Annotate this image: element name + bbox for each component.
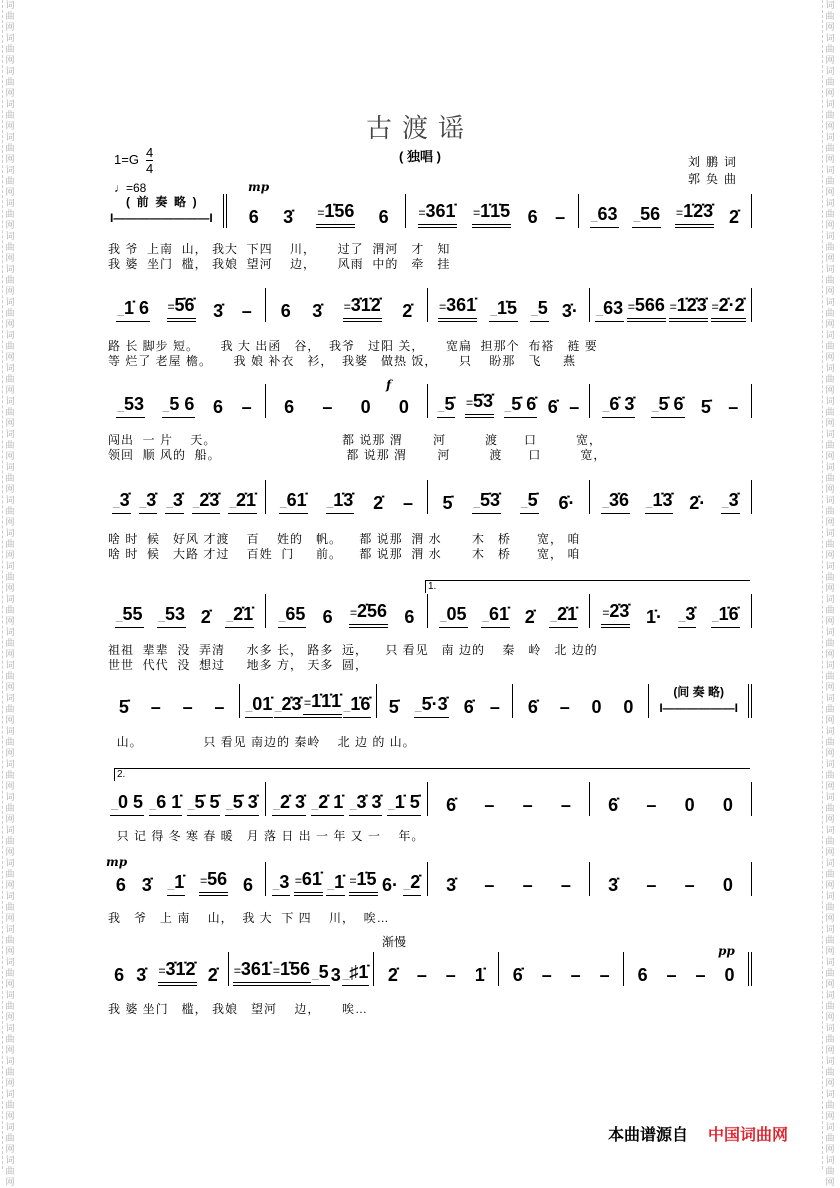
note-group: _1̇5 [489, 297, 518, 322]
measure [428, 862, 590, 896]
note-group: 1̇· [645, 607, 662, 627]
measure [590, 782, 752, 816]
note-group: _1̇6̇ [711, 603, 740, 628]
note-group: =361̇ [233, 958, 272, 986]
measure [240, 684, 376, 718]
staff-system [104, 484, 752, 514]
volta-2-label: 2. [114, 769, 125, 781]
lyric-line: 我 婆 坐门 槛， 我娘 望河 边， 唉… [108, 1002, 369, 1016]
note-group: 2̇ [524, 607, 535, 627]
note-group: – [403, 493, 414, 513]
note-group: 2̇ [207, 965, 218, 985]
note-group: _5 [530, 297, 549, 322]
staff-system [104, 685, 752, 718]
tempo-mark: 渐慢 [382, 935, 407, 949]
note-group: =361̇ [418, 200, 457, 228]
note-group: _♯1̇ [342, 961, 370, 986]
note-group: 3̇ [136, 965, 147, 985]
lyric-line: 我 爷 上南 山， 我大 下四 川， 过了 渭河 才 知 [108, 242, 451, 256]
note-group: _2̇1̇ [549, 603, 578, 628]
staff-system [104, 292, 752, 322]
measure [104, 684, 240, 718]
note-group: _2̇3̇ [274, 693, 303, 718]
note-group: _1̇ 6 [116, 297, 150, 322]
note-group: _53 [116, 393, 145, 418]
note-group: _3̇ [139, 489, 158, 514]
note-group: _56 [632, 203, 661, 228]
measure [428, 384, 590, 418]
note-group: 0 [724, 965, 735, 985]
lyric-line: 祖祖 辈辈 没 弄清 水多 长， 路多 远， 只 看见 南 边的 秦 岭 北 边的 [108, 643, 598, 657]
note-group: _1̇3̇ [645, 489, 674, 514]
note-group: – [214, 697, 225, 717]
note-group: – [599, 965, 610, 985]
note-group: _05 [439, 603, 468, 628]
note-group: 0 [591, 697, 602, 717]
note-group: =361̇ [438, 294, 477, 322]
measure [104, 782, 266, 816]
lyric-line: 只 记 得 冬 寒 春 暖 月 落 日 出 一 年 又 一 年。 [108, 829, 425, 843]
note-group: =56 [199, 868, 228, 896]
note-group: _5̇ 6̇ [651, 393, 685, 418]
staff-system [100, 195, 752, 228]
tempo: ♩=68 [114, 181, 147, 195]
note-group: 3̇ [312, 301, 323, 321]
note-group: 6 [115, 875, 126, 895]
volta-2 [114, 768, 750, 780]
note-group: 0 [360, 397, 371, 417]
note-group: – [559, 697, 570, 717]
measure [266, 782, 428, 816]
note-group: 6 [243, 875, 254, 895]
note-group: _3̇6 [601, 489, 630, 514]
note-group: _3̇ [678, 603, 697, 628]
note-group: – [666, 965, 677, 985]
lyric-line: 路 长 脚步 短。 我 大 出函 谷， 我爷 过阳 关， 宽扁 担那个 布褡 裢 要 [108, 339, 598, 353]
measure [499, 952, 624, 986]
dynamic-mp-2: mp [106, 855, 128, 869]
note-group: _5̇ 6̇ [504, 393, 538, 418]
lyric-line: 我 婆 坐门 槛， 我娘 望河 边， 风雨 中的 牵 挂 [108, 257, 451, 271]
note-group: – [484, 875, 495, 895]
note-group: 3̇ [141, 875, 152, 895]
note-group: 6 [248, 207, 259, 227]
note-group: – [695, 965, 706, 985]
measure [590, 862, 752, 896]
note-group: _1̇3̇ [326, 489, 355, 514]
note-group: =5̇6̇ [167, 294, 196, 322]
note-group: _5̇3̇ [472, 489, 501, 514]
note-group: – [646, 795, 657, 815]
note-group: – [522, 875, 533, 895]
note-group: _5 [311, 961, 330, 986]
measure [104, 952, 229, 986]
note-group: 6 [284, 397, 295, 417]
note-group: _2̇1̇ [228, 489, 257, 514]
note-group: _61̇ [279, 489, 308, 514]
measure [233, 194, 406, 228]
note-group: _6̇ 3̇ [602, 393, 636, 418]
note-group: _3̇ 3̇ [349, 791, 383, 816]
note-group: _0 5 [110, 791, 144, 816]
note-group: 6 [637, 965, 648, 985]
note-group: 0 [722, 795, 733, 815]
lyric-line: 啥 时 候 好风 才渡 百 姓的 帆。 都 说那 渭 水 木 桥 宽， 咱 [108, 532, 581, 546]
note-group: 2̇ [200, 607, 211, 627]
note-group: 0 [623, 697, 634, 717]
measure [266, 384, 428, 418]
note-group: =3̇1̇2̇ [158, 958, 197, 986]
note-group: =1̇2̇3̇ [675, 200, 714, 228]
note-group: 6 [213, 397, 224, 417]
staff-system [104, 388, 752, 418]
measure [428, 288, 590, 322]
note-group: 6 [280, 301, 291, 321]
song-title: 古渡谣 [365, 114, 474, 144]
composer: 郭奂曲 [688, 172, 743, 186]
note-group: 6̇ [527, 697, 538, 717]
note-group: 2̇ [402, 301, 413, 321]
time-signature [146, 145, 153, 176]
note-group: _6 1̇ [149, 791, 183, 816]
watermark-right: 词曲网词曲网词曲网词曲网词曲网词曲网词曲网词曲网词曲网词曲网词曲网词曲网词曲网词曲网词曲网词曲网词曲网词曲网词曲网词曲网词曲网词曲网词曲网词曲网词曲网词曲网词曲网词曲网词曲网词曲网词曲网词曲网词曲网词曲网词曲网词曲网 [822, 0, 837, 1169]
measure [104, 480, 266, 514]
key-signature: 1=G [114, 152, 139, 167]
note-group: – [241, 397, 252, 417]
dynamic-pp: pp [718, 944, 735, 958]
measure [406, 194, 579, 228]
measure [104, 862, 266, 896]
note-group: – [484, 795, 495, 815]
measure [513, 684, 649, 718]
note-group: – [560, 795, 571, 815]
measure [229, 952, 375, 986]
measure [590, 594, 752, 628]
note-group: _1̇ [326, 871, 345, 896]
note-group: _3̇ [721, 489, 740, 514]
note-group: _2̇ [403, 871, 422, 896]
note-group: _1̇ 5̇ [387, 791, 421, 816]
note-group: =1̇5 [349, 868, 378, 896]
lyric-line: 山。 只 看见 南边的 秦岭 北 边 的 山。 [108, 735, 416, 749]
measure [590, 288, 752, 322]
note-group: _01̇ [245, 693, 274, 718]
footer [608, 1122, 788, 1145]
note-group: – [684, 875, 695, 895]
lyric-line: 我 爷 上 南 山， 我 大 下 四 川， 唉… [108, 911, 390, 925]
lyric-line: 世世 代代 没 想过 地多 方， 天多 圆， [108, 658, 369, 672]
note-group: _53 [157, 603, 186, 628]
note-group: 2̇ [387, 965, 398, 985]
note-group: 6̇ [446, 795, 457, 815]
note-group: 3̇ [213, 301, 224, 321]
note-group: – [646, 875, 657, 895]
note-group: 2̇· [689, 493, 706, 513]
note-group: 3̇ [446, 875, 457, 895]
note-group: _55 [115, 603, 144, 628]
note-group: _61̇ [481, 603, 510, 628]
note-group: – [182, 697, 193, 717]
note-group: – [150, 697, 161, 717]
note-group: _2̇ 3̇ [272, 791, 306, 816]
lyric-line: 闯出 一 片 天。 都 说那 渭 河 渡 口 宽， [108, 433, 603, 447]
note-group: _63 [590, 203, 619, 228]
note-group: 3 [330, 965, 341, 985]
lyric-line: 等 烂了 老屋 檐。 我 娘 补衣 衫， 我婆 做热 饭， 只 盼那 飞 燕 [108, 354, 577, 368]
note-group: – [541, 965, 552, 985]
note-group: _5̇ [437, 393, 456, 418]
time-bottom: 4 [146, 161, 154, 176]
note-group: – [569, 397, 580, 417]
staff-system [104, 786, 752, 816]
note-group: _3̇ [112, 489, 131, 514]
volta-1 [425, 580, 750, 592]
note-group: _2̇3̇ [192, 489, 221, 514]
note-group: =2̇56 [349, 600, 388, 628]
note-group: 6̇ [547, 397, 558, 417]
note-group: 6̇ [512, 965, 523, 985]
lyric-line: 啥 时 候 大路 才过 百姓 门 前。 都 说那 渭 水 木 桥 宽， 咱 [108, 547, 581, 561]
measure [104, 384, 266, 418]
note-group: _5̇ [520, 489, 539, 514]
note-group: 6 [378, 207, 389, 227]
measure [104, 594, 266, 628]
note-group: – [570, 965, 581, 985]
note-group: – [322, 397, 333, 417]
measure [266, 594, 428, 628]
note-group: _2̇ 1̇ [311, 791, 345, 816]
note-group: =3̇1̇2̇ [343, 294, 382, 322]
interlude-omitted: (间 奏 略) I——————I [649, 684, 752, 718]
note-group: 5̇ [442, 493, 453, 513]
note-group: _5̇ 5̇ [187, 791, 221, 816]
note-group: 6 [322, 607, 333, 627]
note-group: – [241, 301, 252, 321]
measure [590, 480, 752, 514]
note-group: – [522, 795, 533, 815]
staff-system [104, 866, 752, 896]
note-group: 2̇ [373, 493, 384, 513]
note-group: _5 6 [162, 393, 196, 418]
note-group: _2̇1̇ [225, 603, 254, 628]
note-group: =2̇·2̇ [711, 294, 746, 322]
note-group: _1̇ [167, 871, 186, 896]
note-group: 2̇ [729, 207, 740, 227]
dynamic-f: f [386, 378, 392, 392]
note-group: – [445, 965, 456, 985]
note-group: – [560, 875, 571, 895]
measure [428, 480, 590, 514]
watermark-left: 词曲网词曲网词曲网词曲网词曲网词曲网词曲网词曲网词曲网词曲网词曲网词曲网词曲网词曲网词曲网词曲网词曲网词曲网词曲网词曲网词曲网词曲网词曲网词曲网词曲网词曲网词曲网词曲网词曲网词曲网词曲网词曲网词曲网词曲网词曲网词曲网 [2, 0, 17, 1169]
staff-system [104, 598, 752, 628]
note-group: =1̇56 [316, 200, 355, 228]
measure [374, 952, 499, 986]
source-label: 本曲谱源自 [608, 1127, 689, 1144]
dynamic-mp: mp [248, 180, 270, 194]
measure [624, 952, 752, 986]
staff-system [104, 956, 752, 986]
lyric-line: 领回 顺 风的 船。 都 说那 渭 河 渡 口 宽， [108, 448, 607, 462]
note-group: 6̇ [608, 795, 619, 815]
note-group: _5̇·3̇ [414, 693, 449, 718]
note-group: =1̇1̇1̇ [303, 690, 342, 718]
lyricist: 刘鹏词 [688, 155, 743, 169]
note-group: – [489, 697, 500, 717]
note-group: 5̇ [118, 697, 129, 717]
note-group: =5̇3̇ [465, 390, 494, 418]
measure [104, 288, 266, 322]
note-group: 6 [404, 607, 415, 627]
note-group: – [728, 397, 739, 417]
note-group: 3̇ [283, 207, 294, 227]
note-group: 6 [527, 207, 538, 227]
note-group: _63 [595, 297, 624, 322]
measure [579, 194, 752, 228]
measure [266, 288, 428, 322]
note-group: 3̇· [561, 301, 578, 321]
note-group: 5̇ [700, 397, 711, 417]
note-group: 0 [722, 875, 733, 895]
note-group: 6 [114, 965, 125, 985]
measure [377, 684, 513, 718]
subtitle: ( 独唱 ) [399, 149, 441, 164]
measure [266, 862, 428, 896]
volta-1-label: 1. [425, 581, 436, 593]
note-group: =1̇2̇3̇ [669, 294, 708, 322]
note-group: 6̇ [463, 697, 474, 717]
note-group: 1̇ [474, 965, 485, 985]
note-group: – [555, 207, 566, 227]
note-group: 5̇ [388, 697, 399, 717]
note-group: =1̇1̇5 [472, 200, 511, 228]
measure [428, 594, 590, 628]
note-group: =1̇56 [272, 958, 311, 986]
note-group: – [416, 965, 427, 985]
measure [266, 480, 428, 514]
note-group: =566 [627, 294, 666, 322]
source-site-link[interactable]: 中国词曲网 [708, 1127, 789, 1144]
note-group: _65 [278, 603, 307, 628]
measure [428, 782, 590, 816]
time-top: 4 [146, 145, 154, 160]
note-group: _3̇ [165, 489, 184, 514]
measure [590, 384, 752, 418]
note-group: 0 [684, 795, 695, 815]
note-group: _3 [272, 871, 291, 896]
prelude-omitted: ( 前 奏 略 ) I————————I [100, 194, 227, 228]
note-group: _5̇ 3̇ [225, 791, 259, 816]
note-group: =61̇ [294, 868, 323, 896]
note-group: _1̇6̇ [343, 693, 372, 718]
note-group: 3̇ [608, 875, 619, 895]
note-group: 0 [398, 397, 409, 417]
note-group: 6· [382, 875, 399, 895]
note-group: =2̇3̇ [601, 600, 630, 628]
note-group: 6̇· [558, 493, 575, 513]
